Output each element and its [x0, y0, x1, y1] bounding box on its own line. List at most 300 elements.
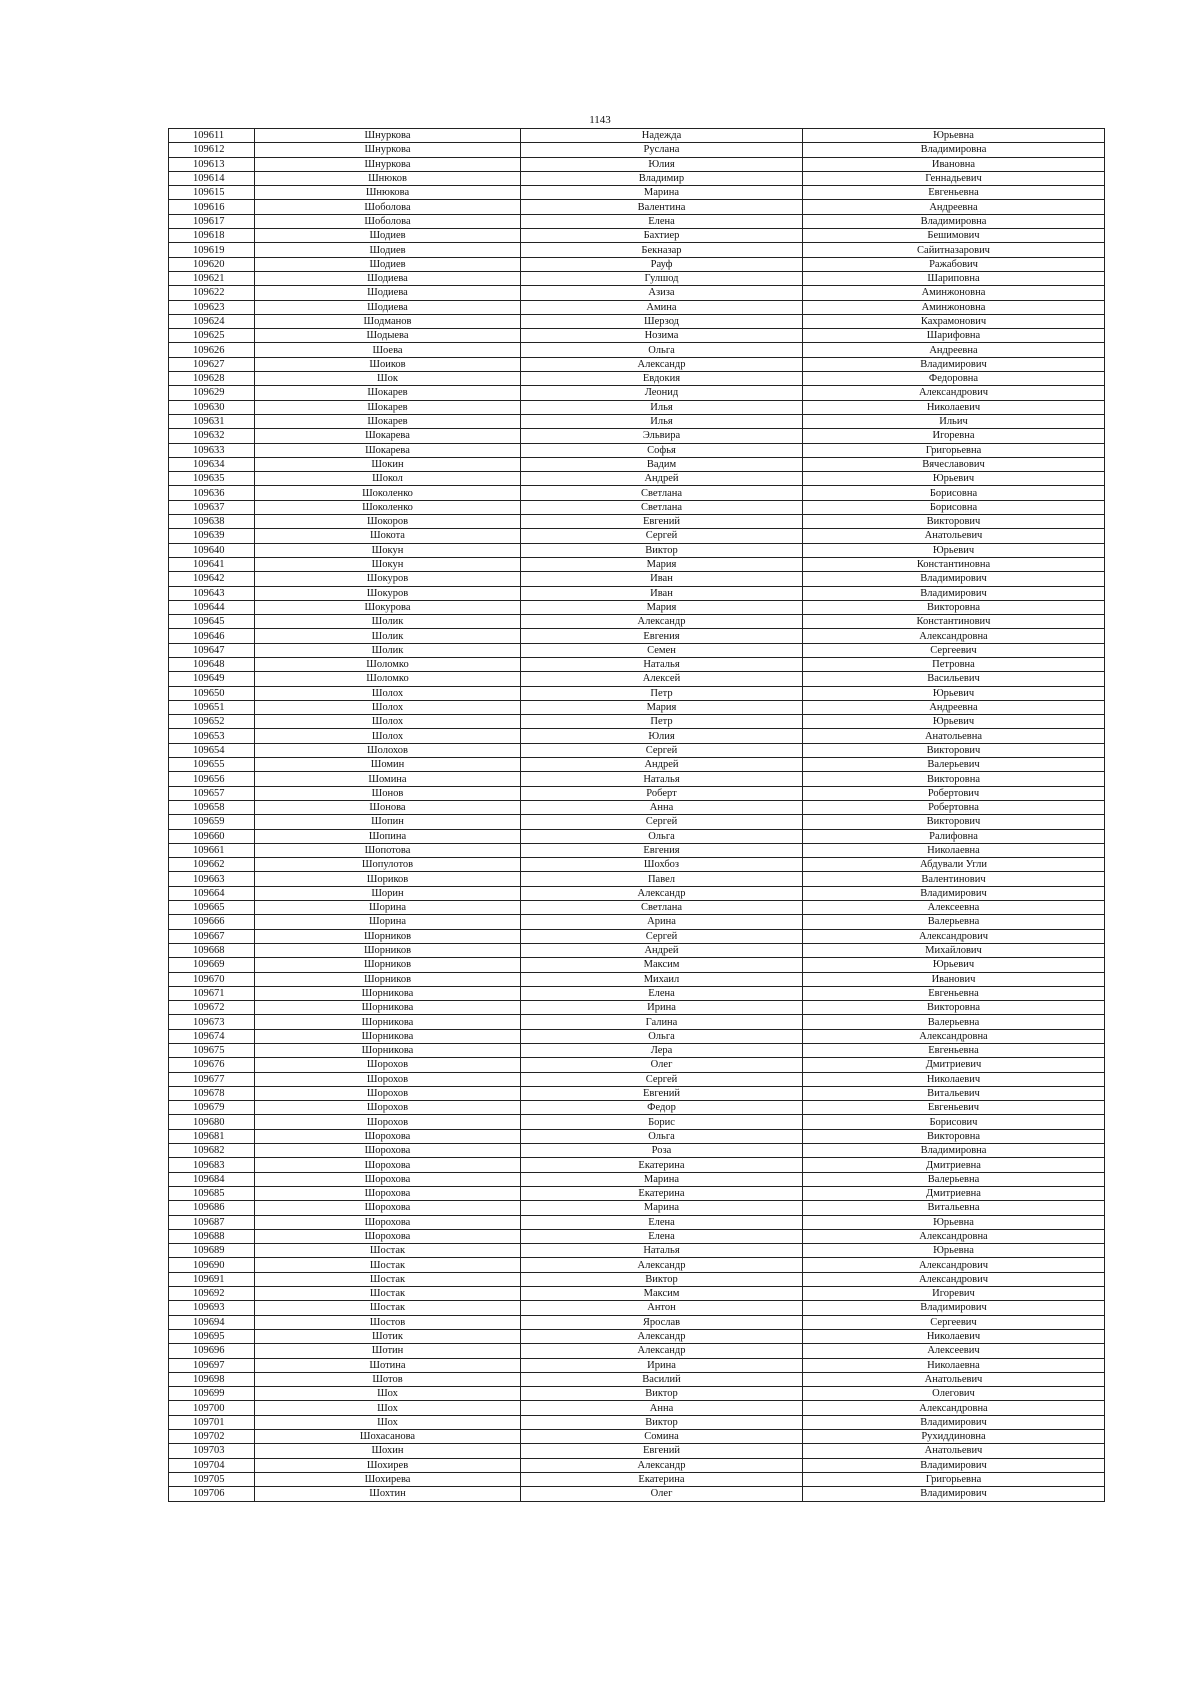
last-name-cell: Шохирев: [255, 1458, 521, 1472]
last-name-cell: Шорникова: [255, 1015, 521, 1029]
patronymic-cell: Дмитриевич: [803, 1058, 1105, 1072]
table-row: [169, 129, 1105, 143]
table-row: [169, 343, 1105, 357]
table-row: [169, 1072, 1105, 1086]
table-row: [169, 372, 1105, 386]
patronymic-cell: Ралифовна: [803, 829, 1105, 843]
record-number-cell: 109614: [169, 171, 255, 185]
table-row: [169, 1272, 1105, 1286]
table-row: [169, 1430, 1105, 1444]
record-number-cell: 109701: [169, 1415, 255, 1429]
patronymic-cell: Анатольевна: [803, 729, 1105, 743]
last-name-cell: Шодманов: [255, 314, 521, 328]
last-name-cell: Шорина: [255, 915, 521, 929]
patronymic-cell: Александровна: [803, 1229, 1105, 1243]
table-row: [169, 386, 1105, 400]
patronymic-cell: Кахрамонович: [803, 314, 1105, 328]
first-name-cell: Виктор: [521, 1415, 803, 1429]
patronymic-cell: Юрьевич: [803, 543, 1105, 557]
table-row: [169, 743, 1105, 757]
patronymic-cell: Владимирович: [803, 1458, 1105, 1472]
patronymic-cell: Петровна: [803, 657, 1105, 671]
last-name-cell: Шорникова: [255, 1001, 521, 1015]
patronymic-cell: Александрович: [803, 929, 1105, 943]
patronymic-cell: Бешимович: [803, 229, 1105, 243]
table-row: [169, 729, 1105, 743]
last-name-cell: Шодиева: [255, 286, 521, 300]
last-name-cell: Шнуркова: [255, 157, 521, 171]
first-name-cell: Марина: [521, 1172, 803, 1186]
record-number-cell: 109664: [169, 886, 255, 900]
record-number-cell: 109696: [169, 1344, 255, 1358]
record-number-cell: 109671: [169, 986, 255, 1000]
first-name-cell: Сергей: [521, 1072, 803, 1086]
first-name-cell: Василий: [521, 1372, 803, 1386]
patronymic-cell: Александрович: [803, 1258, 1105, 1272]
first-name-cell: Мария: [521, 557, 803, 571]
first-name-cell: Наталья: [521, 1244, 803, 1258]
last-name-cell: Шодиев: [255, 229, 521, 243]
record-number-cell: 109638: [169, 515, 255, 529]
table-row: [169, 243, 1105, 257]
record-number-cell: 109645: [169, 615, 255, 629]
first-name-cell: Сергей: [521, 529, 803, 543]
first-name-cell: Ольга: [521, 1029, 803, 1043]
patronymic-cell: Борисович: [803, 1115, 1105, 1129]
last-name-cell: Шодиев: [255, 257, 521, 271]
last-name-cell: Шодиева: [255, 271, 521, 285]
patronymic-cell: Александровна: [803, 629, 1105, 643]
patronymic-cell: Федоровна: [803, 372, 1105, 386]
last-name-cell: Шолох: [255, 729, 521, 743]
patronymic-cell: Владимирович: [803, 357, 1105, 371]
table-row: [169, 1086, 1105, 1100]
page-number: 1143: [589, 114, 611, 126]
table-row: [169, 715, 1105, 729]
patronymic-cell: Викторовна: [803, 600, 1105, 614]
patronymic-cell: Владимировна: [803, 214, 1105, 228]
last-name-cell: Шохирева: [255, 1472, 521, 1486]
last-name-cell: Шох: [255, 1401, 521, 1415]
patronymic-cell: Валерьевна: [803, 1172, 1105, 1186]
patronymic-cell: Робертович: [803, 786, 1105, 800]
record-number-cell: 109636: [169, 486, 255, 500]
patronymic-cell: Борисовна: [803, 486, 1105, 500]
table-row: [169, 1487, 1105, 1501]
last-name-cell: Шоломко: [255, 672, 521, 686]
record-number-cell: 109639: [169, 529, 255, 543]
record-number-cell: 109693: [169, 1301, 255, 1315]
first-name-cell: Наталья: [521, 657, 803, 671]
first-name-cell: Виктор: [521, 1272, 803, 1286]
first-name-cell: Алексей: [521, 672, 803, 686]
last-name-cell: Шох: [255, 1415, 521, 1429]
record-number-cell: 109663: [169, 872, 255, 886]
patronymic-cell: Андреевна: [803, 343, 1105, 357]
record-number-cell: 109699: [169, 1387, 255, 1401]
record-number-cell: 109654: [169, 743, 255, 757]
record-number-cell: 109644: [169, 600, 255, 614]
first-name-cell: Андрей: [521, 472, 803, 486]
first-name-cell: Александр: [521, 1258, 803, 1272]
last-name-cell: Шокурова: [255, 600, 521, 614]
table-row: [169, 1101, 1105, 1115]
table-row: [169, 901, 1105, 915]
patronymic-cell: Владимировна: [803, 143, 1105, 157]
record-number-cell: 109682: [169, 1144, 255, 1158]
last-name-cell: Шонова: [255, 800, 521, 814]
table-row: [169, 1301, 1105, 1315]
table-row: [169, 414, 1105, 428]
first-name-cell: Евгения: [521, 629, 803, 643]
record-number-cell: 109669: [169, 958, 255, 972]
first-name-cell: Вадим: [521, 457, 803, 471]
patronymic-cell: Ивановна: [803, 157, 1105, 171]
last-name-cell: Шодиева: [255, 300, 521, 314]
patronymic-cell: Юрьевна: [803, 1244, 1105, 1258]
last-name-cell: Шоколенко: [255, 500, 521, 514]
record-number-cell: 109616: [169, 200, 255, 214]
last-name-cell: Шокол: [255, 472, 521, 486]
patronymic-cell: Григорьевна: [803, 443, 1105, 457]
last-name-cell: Шостак: [255, 1258, 521, 1272]
patronymic-cell: Викторович: [803, 743, 1105, 757]
first-name-cell: Максим: [521, 1287, 803, 1301]
table-row: [169, 457, 1105, 471]
table-row: [169, 586, 1105, 600]
last-name-cell: Шорников: [255, 958, 521, 972]
patronymic-cell: Николаевич: [803, 1329, 1105, 1343]
record-number-cell: 109673: [169, 1015, 255, 1029]
patronymic-cell: Борисовна: [803, 500, 1105, 514]
record-number-cell: 109666: [169, 915, 255, 929]
table-row: [169, 143, 1105, 157]
patronymic-cell: Викторовна: [803, 1001, 1105, 1015]
record-number-cell: 109620: [169, 257, 255, 271]
record-number-cell: 109618: [169, 229, 255, 243]
first-name-cell: Петр: [521, 686, 803, 700]
record-number-cell: 109667: [169, 929, 255, 943]
first-name-cell: Юлия: [521, 157, 803, 171]
patronymic-cell: Валерьевна: [803, 1015, 1105, 1029]
record-number-cell: 109633: [169, 443, 255, 457]
last-name-cell: Шокоров: [255, 515, 521, 529]
table-row: [169, 214, 1105, 228]
first-name-cell: Екатерина: [521, 1472, 803, 1486]
names-table: [168, 128, 1105, 1502]
last-name-cell: Шорохова: [255, 1158, 521, 1172]
first-name-cell: Евгений: [521, 515, 803, 529]
last-name-cell: Шох: [255, 1387, 521, 1401]
first-name-cell: Семен: [521, 643, 803, 657]
first-name-cell: Александр: [521, 1329, 803, 1343]
first-name-cell: Анна: [521, 800, 803, 814]
first-name-cell: Сергей: [521, 743, 803, 757]
table-row: [169, 1129, 1105, 1143]
patronymic-cell: Алексеевна: [803, 901, 1105, 915]
first-name-cell: Гулшод: [521, 271, 803, 285]
first-name-cell: Сомина: [521, 1430, 803, 1444]
table-row: [169, 429, 1105, 443]
last-name-cell: Шорохов: [255, 1086, 521, 1100]
last-name-cell: Шолохов: [255, 743, 521, 757]
last-name-cell: Шотина: [255, 1358, 521, 1372]
last-name-cell: Шорохова: [255, 1201, 521, 1215]
last-name-cell: Шопулотов: [255, 858, 521, 872]
first-name-cell: Екатерина: [521, 1158, 803, 1172]
last-name-cell: Шодыева: [255, 329, 521, 343]
last-name-cell: Шостак: [255, 1287, 521, 1301]
last-name-cell: Шорохова: [255, 1129, 521, 1143]
first-name-cell: Федор: [521, 1101, 803, 1115]
patronymic-cell: Сергеевич: [803, 1315, 1105, 1329]
patronymic-cell: Александрович: [803, 386, 1105, 400]
patronymic-cell: Сайитназарович: [803, 243, 1105, 257]
record-number-cell: 109659: [169, 815, 255, 829]
last-name-cell: Шонов: [255, 786, 521, 800]
record-number-cell: 109660: [169, 829, 255, 843]
last-name-cell: Шолох: [255, 715, 521, 729]
last-name-cell: Шоболова: [255, 200, 521, 214]
last-name-cell: Шолик: [255, 629, 521, 643]
table-row: [169, 629, 1105, 643]
first-name-cell: Мария: [521, 600, 803, 614]
patronymic-cell: Ильич: [803, 414, 1105, 428]
record-number-cell: 109617: [169, 214, 255, 228]
last-name-cell: Шолик: [255, 615, 521, 629]
table-row: [169, 1287, 1105, 1301]
record-number-cell: 109670: [169, 972, 255, 986]
last-name-cell: Шокарев: [255, 400, 521, 414]
record-number-cell: 109615: [169, 186, 255, 200]
patronymic-cell: Евгеньевна: [803, 986, 1105, 1000]
first-name-cell: Петр: [521, 715, 803, 729]
last-name-cell: Шорин: [255, 886, 521, 900]
first-name-cell: Ярослав: [521, 1315, 803, 1329]
table-row: [169, 1015, 1105, 1029]
record-number-cell: 109646: [169, 629, 255, 643]
patronymic-cell: Викторовна: [803, 772, 1105, 786]
last-name-cell: Шотов: [255, 1372, 521, 1386]
record-number-cell: 109702: [169, 1430, 255, 1444]
last-name-cell: Шоломко: [255, 657, 521, 671]
first-name-cell: Евгения: [521, 843, 803, 857]
record-number-cell: 109652: [169, 715, 255, 729]
last-name-cell: Шорохова: [255, 1172, 521, 1186]
last-name-cell: Шорникова: [255, 1044, 521, 1058]
patronymic-cell: Валерьевна: [803, 915, 1105, 929]
patronymic-cell: Абдували Угли: [803, 858, 1105, 872]
last-name-cell: Шнюков: [255, 171, 521, 185]
record-number-cell: 109698: [169, 1372, 255, 1386]
first-name-cell: Анна: [521, 1401, 803, 1415]
first-name-cell: Шохбоз: [521, 858, 803, 872]
patronymic-cell: Николаевна: [803, 843, 1105, 857]
record-number-cell: 109643: [169, 586, 255, 600]
last-name-cell: Шокуров: [255, 572, 521, 586]
record-number-cell: 109621: [169, 271, 255, 285]
patronymic-cell: Владимирович: [803, 572, 1105, 586]
first-name-cell: Бахтиер: [521, 229, 803, 243]
record-number-cell: 109658: [169, 800, 255, 814]
first-name-cell: Максим: [521, 958, 803, 972]
patronymic-cell: Александровна: [803, 1029, 1105, 1043]
first-name-cell: Ирина: [521, 1358, 803, 1372]
patronymic-cell: Анатольевич: [803, 1444, 1105, 1458]
patronymic-cell: Аминжоновна: [803, 286, 1105, 300]
first-name-cell: Илья: [521, 414, 803, 428]
patronymic-cell: Николаевич: [803, 400, 1105, 414]
record-number-cell: 109689: [169, 1244, 255, 1258]
patronymic-cell: Андреевна: [803, 200, 1105, 214]
record-number-cell: 109650: [169, 686, 255, 700]
table-row: [169, 186, 1105, 200]
table-row: [169, 1444, 1105, 1458]
first-name-cell: Марина: [521, 186, 803, 200]
record-number-cell: 109625: [169, 329, 255, 343]
table-row: [169, 800, 1105, 814]
record-number-cell: 109683: [169, 1158, 255, 1172]
table-row: [169, 1029, 1105, 1043]
record-number-cell: 109624: [169, 314, 255, 328]
table-row: [169, 486, 1105, 500]
first-name-cell: Евгений: [521, 1086, 803, 1100]
last-name-cell: Шокота: [255, 529, 521, 543]
first-name-cell: Андрей: [521, 943, 803, 957]
last-name-cell: Шостак: [255, 1244, 521, 1258]
patronymic-cell: Владимирович: [803, 1301, 1105, 1315]
first-name-cell: Борис: [521, 1115, 803, 1129]
last-name-cell: Шорохов: [255, 1101, 521, 1115]
record-number-cell: 109678: [169, 1086, 255, 1100]
first-name-cell: Олег: [521, 1487, 803, 1501]
patronymic-cell: Дмитриевна: [803, 1186, 1105, 1200]
first-name-cell: Сергей: [521, 815, 803, 829]
table-row: [169, 872, 1105, 886]
last-name-cell: Шостак: [255, 1272, 521, 1286]
patronymic-cell: Анатольевич: [803, 529, 1105, 543]
patronymic-cell: Геннадьевич: [803, 171, 1105, 185]
last-name-cell: Шорохова: [255, 1186, 521, 1200]
record-number-cell: 109697: [169, 1358, 255, 1372]
patronymic-cell: Сергеевич: [803, 643, 1105, 657]
record-number-cell: 109684: [169, 1172, 255, 1186]
record-number-cell: 109631: [169, 414, 255, 428]
table-row: [169, 529, 1105, 543]
record-number-cell: 109651: [169, 700, 255, 714]
table-row: [169, 157, 1105, 171]
table-row: [169, 915, 1105, 929]
patronymic-cell: Юрьевна: [803, 129, 1105, 143]
first-name-cell: Руслана: [521, 143, 803, 157]
record-number-cell: 109657: [169, 786, 255, 800]
last-name-cell: Шомин: [255, 758, 521, 772]
table-row: [169, 1229, 1105, 1243]
record-number-cell: 109691: [169, 1272, 255, 1286]
last-name-cell: Шорникова: [255, 986, 521, 1000]
record-number-cell: 109622: [169, 286, 255, 300]
last-name-cell: Шорина: [255, 901, 521, 915]
first-name-cell: Светлана: [521, 901, 803, 915]
record-number-cell: 109634: [169, 457, 255, 471]
patronymic-cell: Владимирович: [803, 1487, 1105, 1501]
patronymic-cell: Владимировна: [803, 1144, 1105, 1158]
last-name-cell: Шорохова: [255, 1229, 521, 1243]
table-row: [169, 472, 1105, 486]
first-name-cell: Михаил: [521, 972, 803, 986]
last-name-cell: Шорников: [255, 972, 521, 986]
first-name-cell: Софья: [521, 443, 803, 457]
first-name-cell: Александр: [521, 357, 803, 371]
last-name-cell: Шолох: [255, 700, 521, 714]
patronymic-cell: Юрьевич: [803, 958, 1105, 972]
table-row: [169, 943, 1105, 957]
patronymic-cell: Игоревич: [803, 1287, 1105, 1301]
record-number-cell: 109680: [169, 1115, 255, 1129]
table-row: [169, 286, 1105, 300]
patronymic-cell: Валентинович: [803, 872, 1105, 886]
table-row: [169, 200, 1105, 214]
table-row: [169, 786, 1105, 800]
record-number-cell: 109642: [169, 572, 255, 586]
patronymic-cell: Андреевна: [803, 700, 1105, 714]
record-number-cell: 109695: [169, 1329, 255, 1343]
table-row: [169, 257, 1105, 271]
first-name-cell: Роберт: [521, 786, 803, 800]
record-number-cell: 109627: [169, 357, 255, 371]
table-row: [169, 1415, 1105, 1429]
patronymic-cell: Михайлович: [803, 943, 1105, 957]
first-name-cell: Наталья: [521, 772, 803, 786]
patronymic-cell: Александровна: [803, 1401, 1105, 1415]
patronymic-cell: Олегович: [803, 1387, 1105, 1401]
last-name-cell: Шорникова: [255, 1029, 521, 1043]
patronymic-cell: Евгеньевна: [803, 186, 1105, 200]
last-name-cell: Шокун: [255, 557, 521, 571]
patronymic-cell: Алексеевич: [803, 1344, 1105, 1358]
table-row: [169, 357, 1105, 371]
table-row: [169, 686, 1105, 700]
patronymic-cell: Николаевич: [803, 1072, 1105, 1086]
table-row: [169, 171, 1105, 185]
first-name-cell: Валентина: [521, 200, 803, 214]
last-name-cell: Шокарев: [255, 414, 521, 428]
table-row: [169, 515, 1105, 529]
first-name-cell: Елена: [521, 214, 803, 228]
first-name-cell: Роза: [521, 1144, 803, 1158]
first-name-cell: Сергей: [521, 929, 803, 943]
first-name-cell: Бекназар: [521, 243, 803, 257]
last-name-cell: Шнюкова: [255, 186, 521, 200]
last-name-cell: Шоева: [255, 343, 521, 357]
first-name-cell: Ольга: [521, 343, 803, 357]
patronymic-cell: Вячеславович: [803, 457, 1105, 471]
table-row: [169, 1458, 1105, 1472]
patronymic-cell: Евгеньевич: [803, 1101, 1105, 1115]
record-number-cell: 109623: [169, 300, 255, 314]
first-name-cell: Александр: [521, 1458, 803, 1472]
patronymic-cell: Витальевна: [803, 1201, 1105, 1215]
table-row: [169, 1001, 1105, 1015]
first-name-cell: Виктор: [521, 1387, 803, 1401]
record-number-cell: 109681: [169, 1129, 255, 1143]
last-name-cell: Шоколенко: [255, 486, 521, 500]
record-number-cell: 109649: [169, 672, 255, 686]
table-row: [169, 1058, 1105, 1072]
last-name-cell: Шостак: [255, 1301, 521, 1315]
last-name-cell: Шокун: [255, 543, 521, 557]
last-name-cell: Шокарева: [255, 443, 521, 457]
